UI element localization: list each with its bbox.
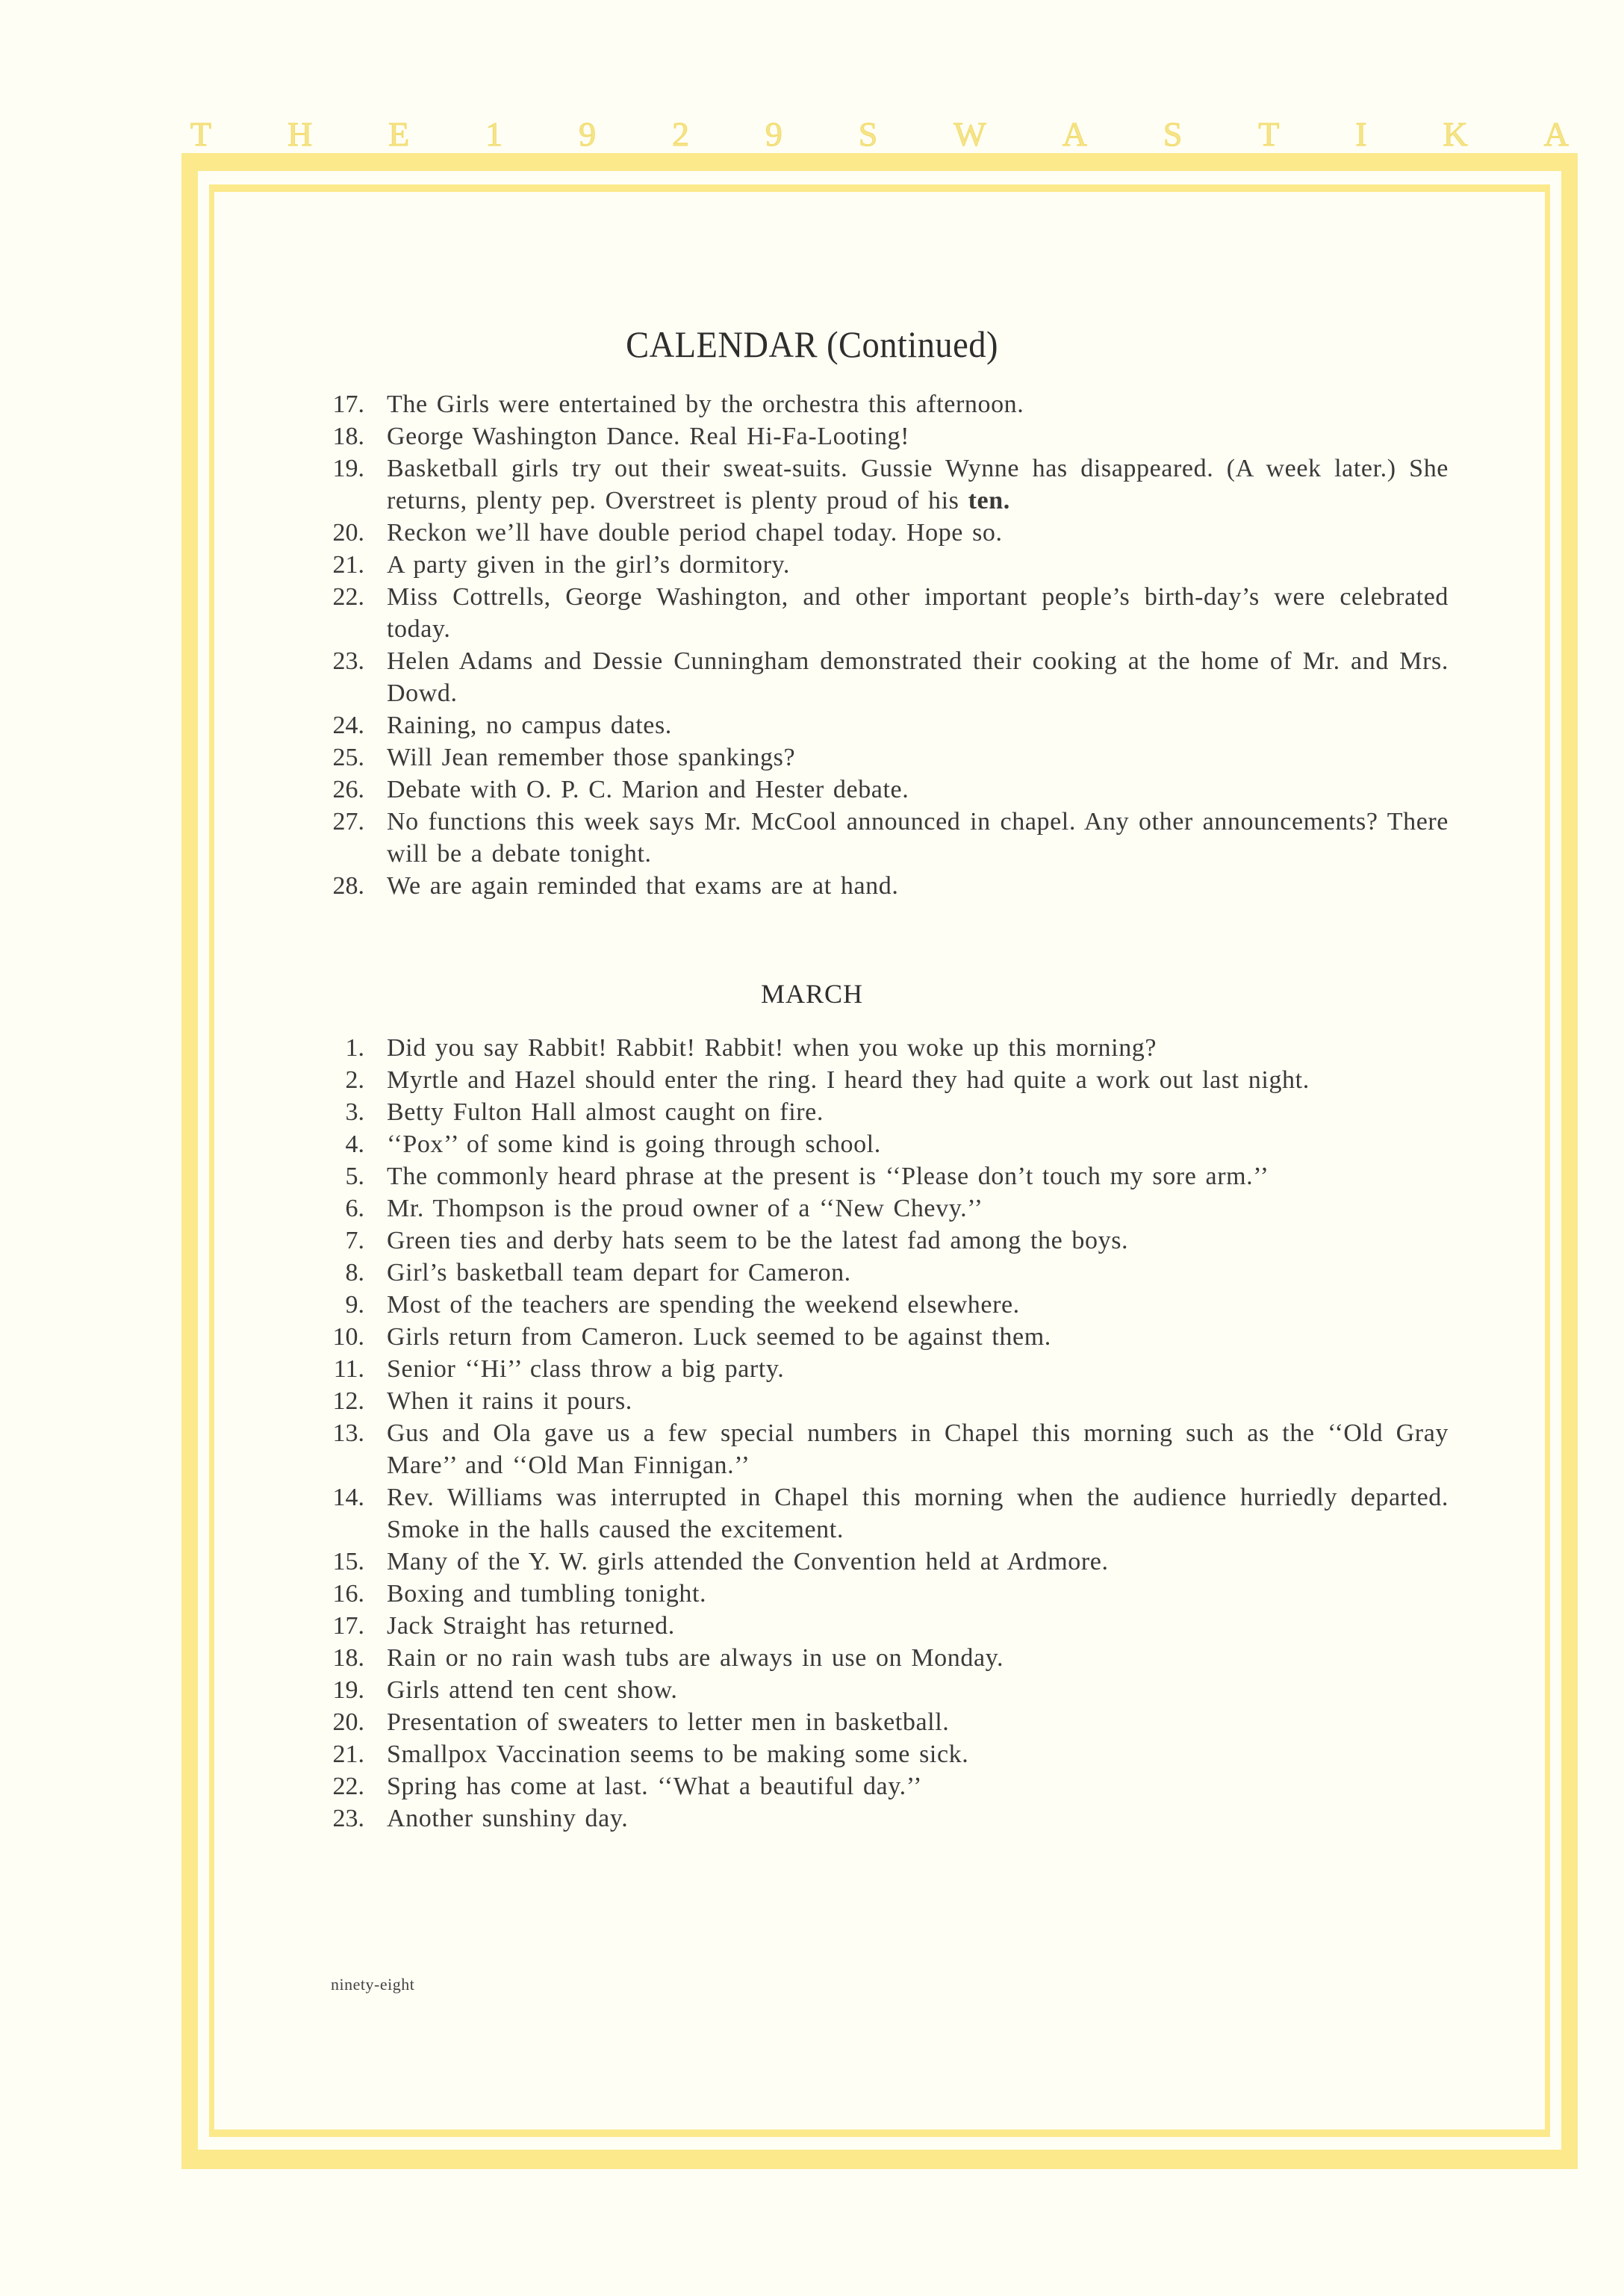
- entry-day-number: 18.: [332, 423, 364, 450]
- page-title: CALENDAR (Continued): [626, 323, 998, 365]
- entry-text: [387, 1642, 1449, 1674]
- entry-text-body: When it rains it pours.: [387, 1387, 632, 1415]
- entry-day-number: 2.: [345, 1066, 364, 1094]
- entry-text-body: Senior ‘‘Hi’’ class throw a big party.: [387, 1355, 785, 1383]
- entry-text: [387, 1032, 1449, 1064]
- entry-text-body: Did you say Rabbit! Rabbit! Rabbit! when you woke up this morning?: [387, 1034, 1157, 1062]
- entry-text-body: No functions this week says Mr. McCool announced in chapel. Any other announcements? There will be a debate tonight.: [387, 808, 1449, 868]
- calendar-entry: [314, 1096, 1449, 1128]
- entry-text-body: Most of the teachers are spending the weekend elsewhere.: [387, 1291, 1020, 1319]
- entry-text-body: Betty Fulton Hall almost caught on fire.: [387, 1098, 824, 1126]
- calendar-entry: [314, 452, 1449, 517]
- entry-day-number: 15.: [332, 1548, 364, 1575]
- calendar-entry: [314, 1192, 1449, 1225]
- page-number: ninety-eight: [331, 1975, 415, 1994]
- month-heading-march: MARCH: [760, 979, 864, 1009]
- entry-text-body: Reckon we’ll have double period chapel today. Hope so.: [387, 519, 1003, 547]
- running-head-letter: T: [1258, 115, 1280, 153]
- entry-text: [387, 1257, 1449, 1289]
- running-head-letter: E: [388, 115, 410, 153]
- calendar-entry: [314, 1128, 1449, 1160]
- running-head-letter: 2: [671, 115, 689, 153]
- entry-text-body: Raining, no campus dates.: [387, 712, 672, 739]
- entry-day-number: 8.: [345, 1259, 364, 1287]
- entry-text: [387, 452, 1449, 517]
- entry-day-number: 4.: [345, 1130, 364, 1158]
- entry-text: [387, 1770, 1449, 1802]
- entry-day-number: 11.: [333, 1355, 364, 1383]
- entry-text-body: Many of the Y. W. girls attended the Convention held at Ardmore.: [387, 1548, 1109, 1575]
- calendar-entry: [314, 581, 1449, 645]
- entry-text: [387, 1546, 1449, 1578]
- entry-text-body: Smallpox Vaccination seems to be making some sick.: [387, 1740, 969, 1768]
- entry-text: [387, 1417, 1449, 1481]
- entry-day-number: 20.: [332, 519, 364, 547]
- entry-text-body: Girls attend ten cent show.: [387, 1676, 678, 1704]
- entry-day-number: 12.: [332, 1387, 364, 1415]
- entry-text: [387, 1096, 1449, 1128]
- running-head-letter: I: [1355, 115, 1367, 153]
- february-entry-list: [314, 388, 1449, 902]
- entry-day-number: 7.: [345, 1227, 364, 1254]
- entry-day-number: 24.: [332, 712, 364, 739]
- calendar-entry: [314, 1032, 1449, 1064]
- calendar-entry: [314, 420, 1449, 452]
- entry-text: [387, 549, 1449, 581]
- calendar-entry: [314, 1481, 1449, 1546]
- entry-text-body: Boxing and tumbling tonight.: [387, 1580, 707, 1608]
- entry-text-body: Rev. Williams was interrupted in Chapel this morning when the audience hurriedly departed. Smoke in the halls caused the excitement.: [387, 1484, 1449, 1543]
- entry-text-body: Girls return from Cameron. Luck seemed to be against them.: [387, 1323, 1051, 1351]
- calendar-entry: [314, 549, 1449, 581]
- entry-text: [387, 1738, 1449, 1770]
- entry-text: [387, 388, 1449, 420]
- entry-day-number: 14.: [332, 1484, 364, 1511]
- entry-text-body: Helen Adams and Dessie Cunningham demonstrated their cooking at the home of Mr. and Mrs. Dowd.: [387, 647, 1449, 707]
- entry-text: [387, 581, 1449, 645]
- running-head-letter: A: [1543, 115, 1569, 153]
- calendar-entry: [314, 1064, 1449, 1096]
- calendar-entry: [314, 1225, 1449, 1257]
- entry-day-number: 13.: [332, 1419, 364, 1447]
- entry-text: [387, 709, 1449, 741]
- entry-day-number: 17.: [332, 391, 364, 418]
- entry-text: [387, 806, 1449, 870]
- entry-text-emphasis: ten.: [968, 487, 1010, 514]
- entry-text: [387, 1802, 1449, 1835]
- entry-day-number: 10.: [332, 1323, 364, 1351]
- entry-day-number: 27.: [332, 808, 364, 836]
- calendar-entry: [314, 1642, 1449, 1674]
- entry-day-number: 19.: [332, 455, 364, 482]
- calendar-entry: [314, 388, 1449, 420]
- entry-text-body: Will Jean remember those spankings?: [387, 744, 796, 771]
- entry-text: [387, 1706, 1449, 1738]
- entry-day-number: 22.: [332, 1773, 364, 1800]
- entry-text-body: The Girls were entertained by the orchestra this afternoon.: [387, 391, 1024, 418]
- entry-day-number: 26.: [332, 776, 364, 803]
- entry-text-body: Jack Straight has returned.: [387, 1612, 675, 1640]
- entry-day-number: 17.: [332, 1612, 364, 1640]
- running-head-letter: A: [1062, 115, 1087, 153]
- entry-day-number: 21.: [332, 1740, 364, 1768]
- entry-text: [387, 1192, 1449, 1225]
- entry-day-number: 23.: [332, 1805, 364, 1832]
- entry-text-body: The commonly heard phrase at the present is ‘‘Please don’t touch my sore arm.’’: [387, 1163, 1269, 1190]
- calendar-entry: [314, 1321, 1449, 1353]
- entry-text: [387, 645, 1449, 709]
- entry-day-number: 19.: [332, 1676, 364, 1704]
- entry-text-body: Another sunshiny day.: [387, 1805, 629, 1832]
- calendar-entry: [314, 1674, 1449, 1706]
- entry-text-body: Mr. Thompson is the proud owner of a ‘‘New Chevy.’’: [387, 1195, 983, 1222]
- entry-text: [387, 1321, 1449, 1353]
- entry-text-body: Green ties and derby hats seem to be the latest fad among the boys.: [387, 1227, 1129, 1254]
- calendar-entry: [314, 1257, 1449, 1289]
- calendar-entry: [314, 1738, 1449, 1770]
- entry-text: [387, 1160, 1449, 1192]
- calendar-entry: [314, 741, 1449, 774]
- entry-text-body: Spring has come at last. ‘‘What a beautiful day.’’: [387, 1773, 923, 1800]
- entry-text-body: Myrtle and Hazel should enter the ring. I heard they had quite a work out last night.: [387, 1066, 1310, 1094]
- entry-text-body: Gus and Ola gave us a few special numbers in Chapel this morning such as the ‘‘Old Gray Mare’’ and ‘‘Old Man Finnigan.’’: [387, 1419, 1449, 1479]
- calendar-entry: [314, 1417, 1449, 1481]
- entry-text: [387, 517, 1449, 549]
- calendar-entry: [314, 1706, 1449, 1738]
- entry-text-body: Rain or no rain wash tubs are always in use on Monday.: [387, 1644, 1004, 1672]
- calendar-entry: [314, 774, 1449, 806]
- calendar-entry: [314, 1385, 1449, 1417]
- entry-day-number: 5.: [345, 1163, 364, 1190]
- entry-text: [387, 1385, 1449, 1417]
- calendar-entry: [314, 1160, 1449, 1192]
- calendar-entry: [314, 1353, 1449, 1385]
- entry-text: [387, 1353, 1449, 1385]
- calendar-entry: [314, 870, 1449, 902]
- entry-text: [387, 1064, 1449, 1096]
- calendar-entry: [314, 1770, 1449, 1802]
- entry-day-number: 9.: [345, 1291, 364, 1319]
- entry-text: [387, 741, 1449, 774]
- march-entry-list: [314, 1032, 1449, 1835]
- entry-text: [387, 1481, 1449, 1546]
- entry-day-number: 23.: [332, 647, 364, 675]
- calendar-entry: [314, 806, 1449, 870]
- running-head-letter: H: [287, 115, 313, 153]
- calendar-entry: [314, 1610, 1449, 1642]
- entry-day-number: 25.: [332, 744, 364, 771]
- entry-text: [387, 1128, 1449, 1160]
- entry-day-number: 6.: [345, 1195, 364, 1222]
- entry-text: [387, 1578, 1449, 1610]
- entry-text-body: Miss Cottrells, George Washington, and other important people’s birth-day’s were celebrated today.: [387, 583, 1449, 643]
- entry-text: [387, 774, 1449, 806]
- calendar-entry: [314, 1802, 1449, 1835]
- entry-day-number: 1.: [345, 1034, 364, 1062]
- running-head-letter: S: [1163, 115, 1183, 153]
- entry-day-number: 16.: [332, 1580, 364, 1608]
- entry-text: [387, 1610, 1449, 1642]
- calendar-entry: [314, 517, 1449, 549]
- calendar-entry: [314, 1546, 1449, 1578]
- calendar-entry: [314, 1289, 1449, 1321]
- entry-day-number: 28.: [332, 872, 364, 900]
- entry-day-number: 21.: [332, 551, 364, 579]
- entry-text-body: Girl’s basketball team depart for Cameron.: [387, 1259, 851, 1287]
- entry-text: [387, 1225, 1449, 1257]
- calendar-entry: [314, 709, 1449, 741]
- calendar-entry: [314, 1578, 1449, 1610]
- running-head-letter: S: [858, 115, 878, 153]
- entry-day-number: 18.: [332, 1644, 364, 1672]
- entry-day-number: 3.: [345, 1098, 364, 1126]
- running-head-letter: W: [953, 115, 986, 153]
- entry-text-body: Basketball girls try out their sweat-suits. Gussie Wynne has disappeared. (A week later.) She returns, plenty pep. Overstreet is plenty proud of his: [387, 455, 1449, 514]
- running-head-letter: 9: [579, 115, 597, 153]
- running-head-letter: K: [1443, 115, 1468, 153]
- entry-text-body: George Washington Dance. Real Hi-Fa-Looting!: [387, 423, 910, 450]
- entry-text-body: A party given in the girl’s dormitory.: [387, 551, 791, 579]
- entry-text: [387, 1289, 1449, 1321]
- entry-text-body: ‘‘Pox’’ of some kind is going through school.: [387, 1130, 881, 1158]
- calendar-entry: [314, 645, 1449, 709]
- running-head-letter: 1: [485, 115, 503, 153]
- entry-text-body: We are again reminded that exams are at hand.: [387, 872, 899, 900]
- running-head-letter: T: [190, 115, 212, 153]
- running-head-letter: 9: [765, 115, 783, 153]
- entry-day-number: 20.: [332, 1708, 364, 1736]
- entry-day-number: 22.: [332, 583, 364, 611]
- running-head: [181, 112, 1578, 157]
- entry-text-body: Presentation of sweaters to letter men in basketball.: [387, 1708, 950, 1736]
- entry-text: [387, 1674, 1449, 1706]
- entry-text: [387, 420, 1449, 452]
- entry-text-body: Debate with O. P. C. Marion and Hester debate.: [387, 776, 909, 803]
- entry-text: [387, 870, 1449, 902]
